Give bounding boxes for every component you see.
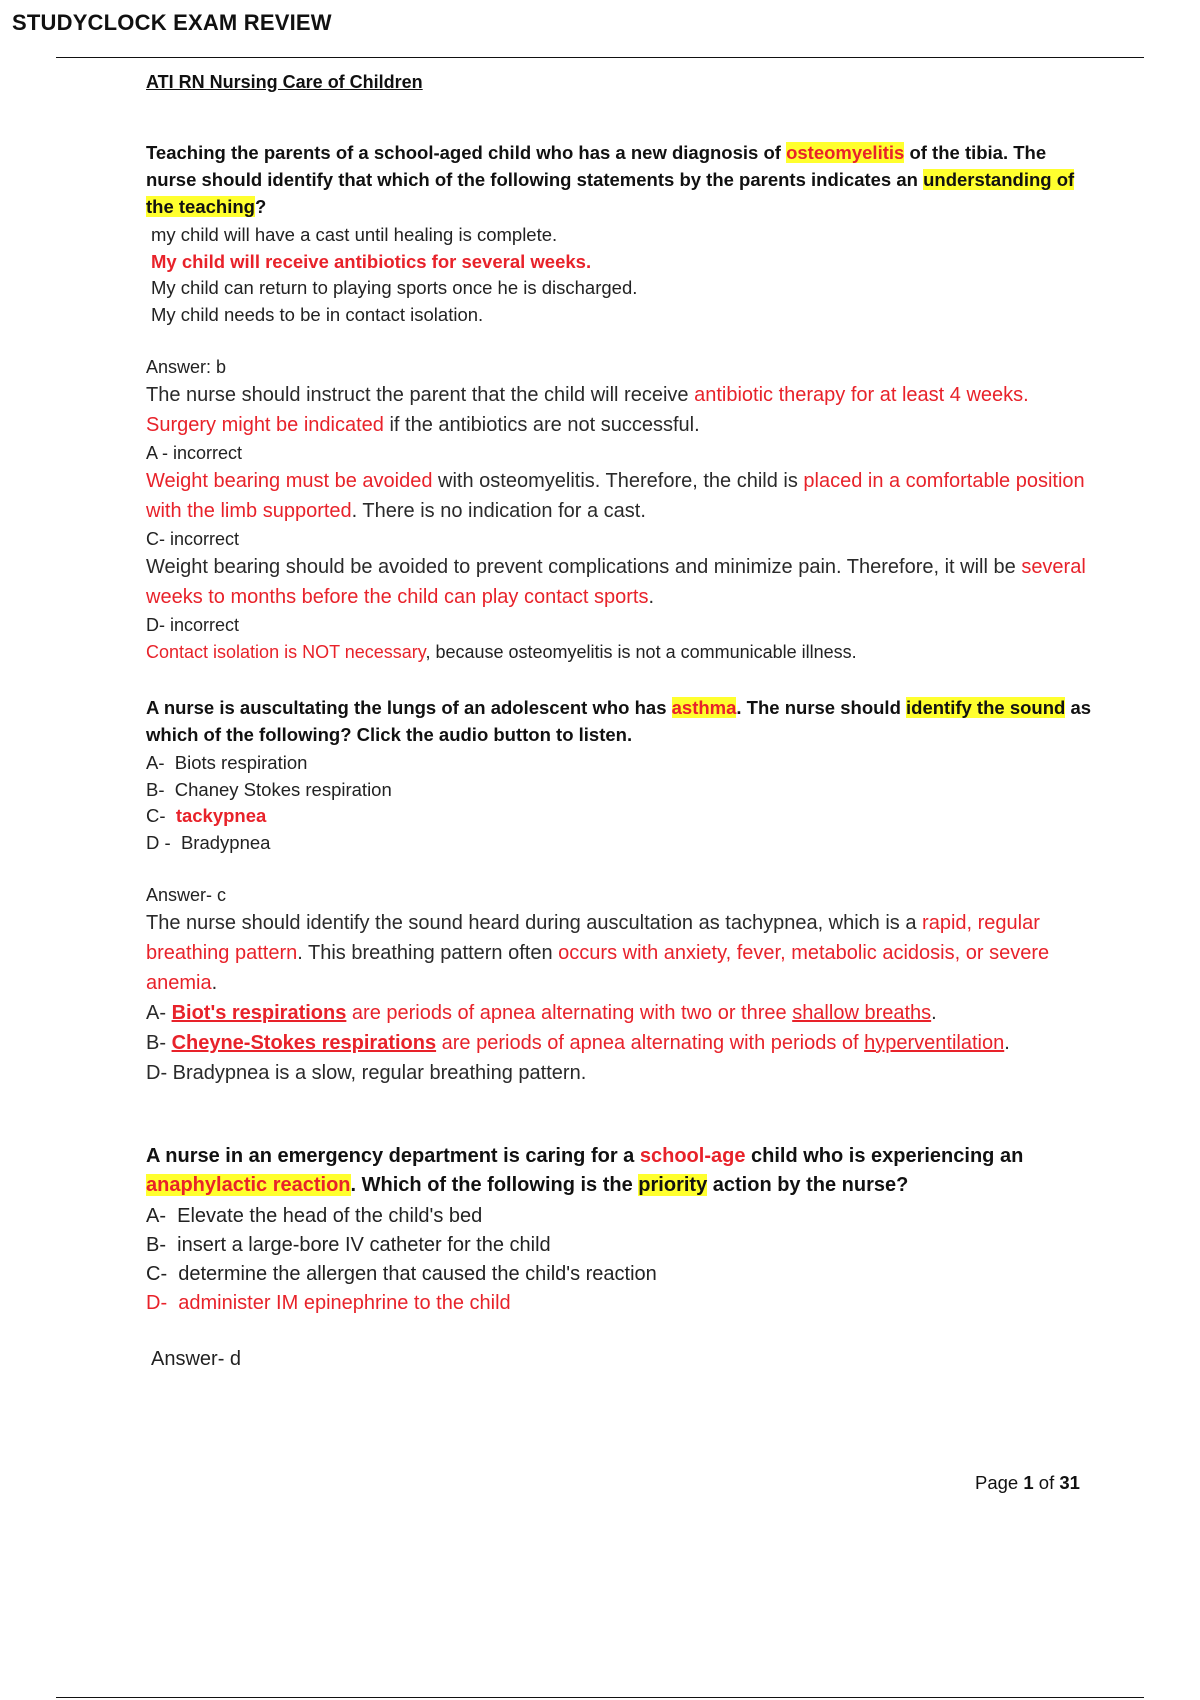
q2-a-explanation: A- Biot's respirations are periods of apnea alternating with two or three shallow breaths. <box>146 1002 937 1024</box>
q1-option-d: My child needs to be in contact isolation. <box>151 303 484 325</box>
q3-option-a: A- Elevate the head of the child's bed <box>146 1205 483 1227</box>
highlight-osteomyelitis: osteomyelitis <box>786 142 905 163</box>
q1-c-explanation: Weight bearing should be avoided to prevent complications and minimize pain. Therefore, it will be several weeks to months before the child can play contact sports. <box>146 556 1086 608</box>
document-body <box>146 72 1096 1372</box>
question-1-options <box>146 222 1096 328</box>
question-2-options <box>146 750 1096 856</box>
q3-answer: Answer- d <box>151 1348 242 1370</box>
q2-option-c-correct: C- tackypnea <box>146 805 267 826</box>
q1-option-a: my child will have a cast until healing is complete. <box>151 224 558 245</box>
q2-option-d: D - Bradypnea <box>146 831 271 853</box>
highlight-understanding: understanding of the teaching <box>146 169 1075 217</box>
q1-d-explanation: Contact isolation is NOT necessary, because osteomyelitis is not a communicable illness. <box>146 642 857 662</box>
highlight-anaphylactic: anaphylactic reaction <box>146 1174 351 1196</box>
q2-answer: Answer- c <box>146 885 227 905</box>
question-2-stem: A nurse is auscultating the lungs of an adolescent who has asthma. The nurse should identify the sound as which of the following? Click the audio button to listen. <box>146 697 1092 745</box>
q2-option-b: B- Chaney Stokes respiration <box>146 778 392 800</box>
q3-option-b: B- insert a large-bore IV catheter for the child <box>146 1234 551 1256</box>
q3-option-c: C- determine the allergen that caused the child's reaction <box>146 1263 657 1285</box>
q3-option-d-correct: D- administer IM epinephrine to the child <box>146 1292 511 1314</box>
q1-option-b-correct: My child will receive antibiotics for several weeks. <box>151 250 592 272</box>
q1-a-explanation: Weight bearing must be avoided with osteomyelitis. Therefore, the child is placed in a comfortable position with the limb supported. There is no indication for a cast. <box>146 470 1085 522</box>
question-1 <box>146 139 1096 666</box>
q1-c-label: C- incorrect <box>146 529 240 549</box>
q2-option-a: A- Biots respiration <box>146 752 308 773</box>
highlight-identify-sound: identify the sound <box>906 697 1066 718</box>
page-number: Page 1 of 31 <box>975 1472 1080 1493</box>
document-title: ATI RN Nursing Care of Children <box>146 72 423 92</box>
question-3-stem: A nurse in an emergency department is caring for a school-age child who is experiencing an anaphylactic reaction. Which of the following is the priority action by the nurse? <box>146 1145 1024 1196</box>
highlight-priority: priority <box>638 1174 708 1196</box>
document-header-title: STUDYCLOCK EXAM REVIEW <box>12 10 332 35</box>
q1-a-label: A - incorrect <box>146 443 243 463</box>
q1-explanation: The nurse should instruct the parent that the child will receive antibiotic therapy for at least 4 weeks. Surgery might be indicated if the antibiotics are not successful. <box>146 384 1029 436</box>
q1-answer: Answer: b <box>146 357 227 377</box>
question-3-options <box>146 1202 1096 1318</box>
q2-explanation: The nurse should identify the sound heard during auscultation as tachypnea, which is a rapid, regular breathing pattern. This breathing pattern often occurs with anxiety, fever, metabolic acidosis, or severe anemia. <box>146 912 1050 994</box>
q2-b-explanation: B- Cheyne-Stokes respirations are periods of apnea alternating with periods of hyperventilation. <box>146 1032 1010 1054</box>
header-divider <box>56 57 1144 58</box>
question-1-stem: Teaching the parents of a school-aged child who has a new diagnosis of osteomyelitis of the tibia. The nurse should identify that which of the following statements by the parents indicates an understanding of the teaching? <box>146 142 1075 217</box>
highlight-asthma: asthma <box>671 697 737 718</box>
q1-option-c: My child can return to playing sports once he is discharged. <box>151 277 638 298</box>
question-3 <box>146 1142 1096 1372</box>
footer-divider <box>56 1697 1144 1698</box>
q2-d-explanation: D- Bradypnea is a slow, regular breathing pattern. <box>146 1062 587 1084</box>
q1-d-label: D- incorrect <box>146 615 240 635</box>
question-2 <box>146 694 1096 1088</box>
highlight-school-age: school-age <box>639 1145 746 1167</box>
